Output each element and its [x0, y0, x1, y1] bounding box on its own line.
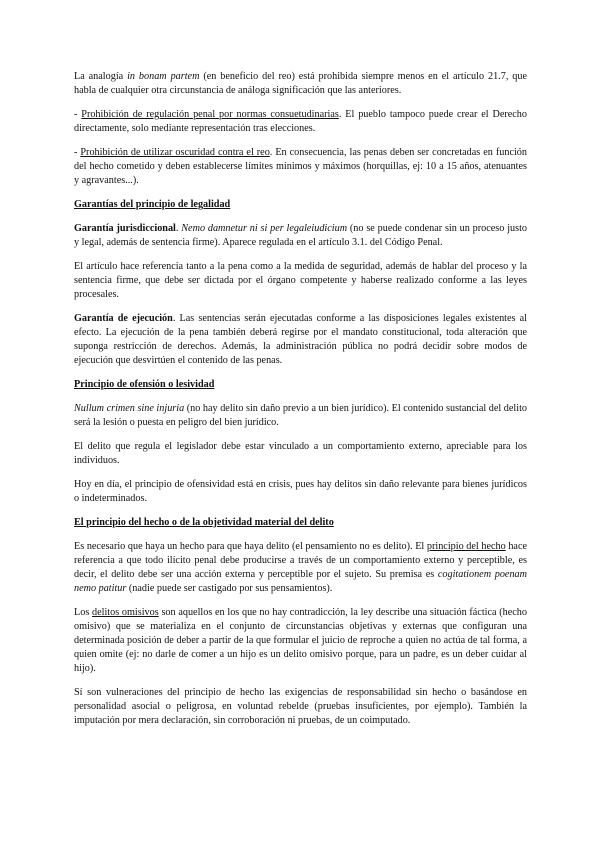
paragraph-omission-crimes: Los delitos omisivos son aquellos en los que no hay contradicción, la ley describe una situación fáctica (hecho omisivo) que se materializa en el conjunto de circunstancias objetivas y externas que configuran una determinada posición de deber a partir de la que formular el juicio de reproche a quien no actúa de tal forma, a quien omite (ej: no darle de comer a un hijo es un delito omisivo porque, para un padre, es un deber cuidar al hijo). [74, 607, 527, 674]
document-body [74, 70, 527, 738]
paragraph-obscurity: - Prohibición de utilizar oscuridad contra el reo. En consecuencia, las penas deben ser concretadas en función del hecho cometido y deben establecerse límites mínimos y máximos (horquillas, ej: 10 a 15 años, atenuantes y agravantes...). [74, 147, 527, 186]
paragraph-article-reference: El artículo hace referencia tanto a la pena como a la medida de seguridad, además de hablar del proceso y la sentencia firme, que debe ser dictada por el órgano competente y haberse realizado conforme a las leyes procesales. [74, 261, 527, 300]
paragraph-nullum-crimen: Nullum crimen sine injuria (no hay delito sin daño previo a un bien jurídico). El contenido sustancial del delito será la lesión o puesta en peligro del bien jurídico. [74, 403, 528, 428]
heading-fact-principle: El principio del hecho o de la objetividad material del delito [74, 517, 334, 528]
paragraph-execution-guarantee: Garantía de ejecución. Las sentencias serán ejecutadas conforme a las disposiciones legales existentes al efecto. La ejecución de la pena también deberá regirse por el mandato constitucional, toda alteración que suponga restricción de derechos. Además, la administración pública no podrá decidir sobre modos de ejecución que desvirtúen el contenido de las penas. [74, 313, 527, 366]
paragraph-customary-norms: - Prohibición de regulación penal por normas consuetudinarias. El pueblo tampoco puede crear el Derecho directamente, solo mediante representación tras elecciones. [74, 109, 527, 134]
paragraph-analogy: La analogía in bonam partem (en beneficio del reo) está prohibida siempre menos en el artículo 21.7, que habla de cualquier otra circunstancia de análoga significación que las anteriores. [74, 71, 527, 96]
paragraph-jurisdictional-guarantee: Garantía jurisdiccional. Nemo damnetur ni si per legaleiudicium (no se puede condenar sin un proceso justo y legal, además de sentencia firme). Aparece regulada en el artículo 3.1. del Código Penal. [74, 223, 528, 248]
paragraph-violations: Sí son vulneraciones del principio de hecho las exigencias de responsabilidad sin hecho o basándose en personalidad asocial o peligrosa, en voluntad rebelde (pruebas insuficientes, por ejemplo). También la imputación por mera declaración, sin corroboración ni pruebas, de un coimputado. [74, 687, 527, 726]
heading-legality-guarantees: Garantías del principio de legalidad [74, 199, 231, 210]
paragraph-crisis: Hoy en día, el principio de ofensividad está en crisis, pues hay delitos sin daño relevante para bienes jurídicos o indeterminados. [74, 479, 527, 504]
paragraph-fact-principle: Es necesario que haya un hecho para que haya delito (el pensamiento no es delito). El principio del hecho hace referencia a que todo ilícito penal debe producirse a través de un comportamiento externo y perceptible, es decir, el delito debe ser una acción externa y perceptible por el sujeto. Su premisa es cogitationem poenam nemo patitur (nadie puede ser castigado por sus pensamientos). [74, 541, 527, 594]
paragraph-external-behavior: El delito que regula el legislador debe estar vinculado a un comportamiento externo, apreciable para los individuos. [74, 441, 527, 466]
heading-offensiveness: Principio de ofensión o lesividad [74, 379, 215, 390]
